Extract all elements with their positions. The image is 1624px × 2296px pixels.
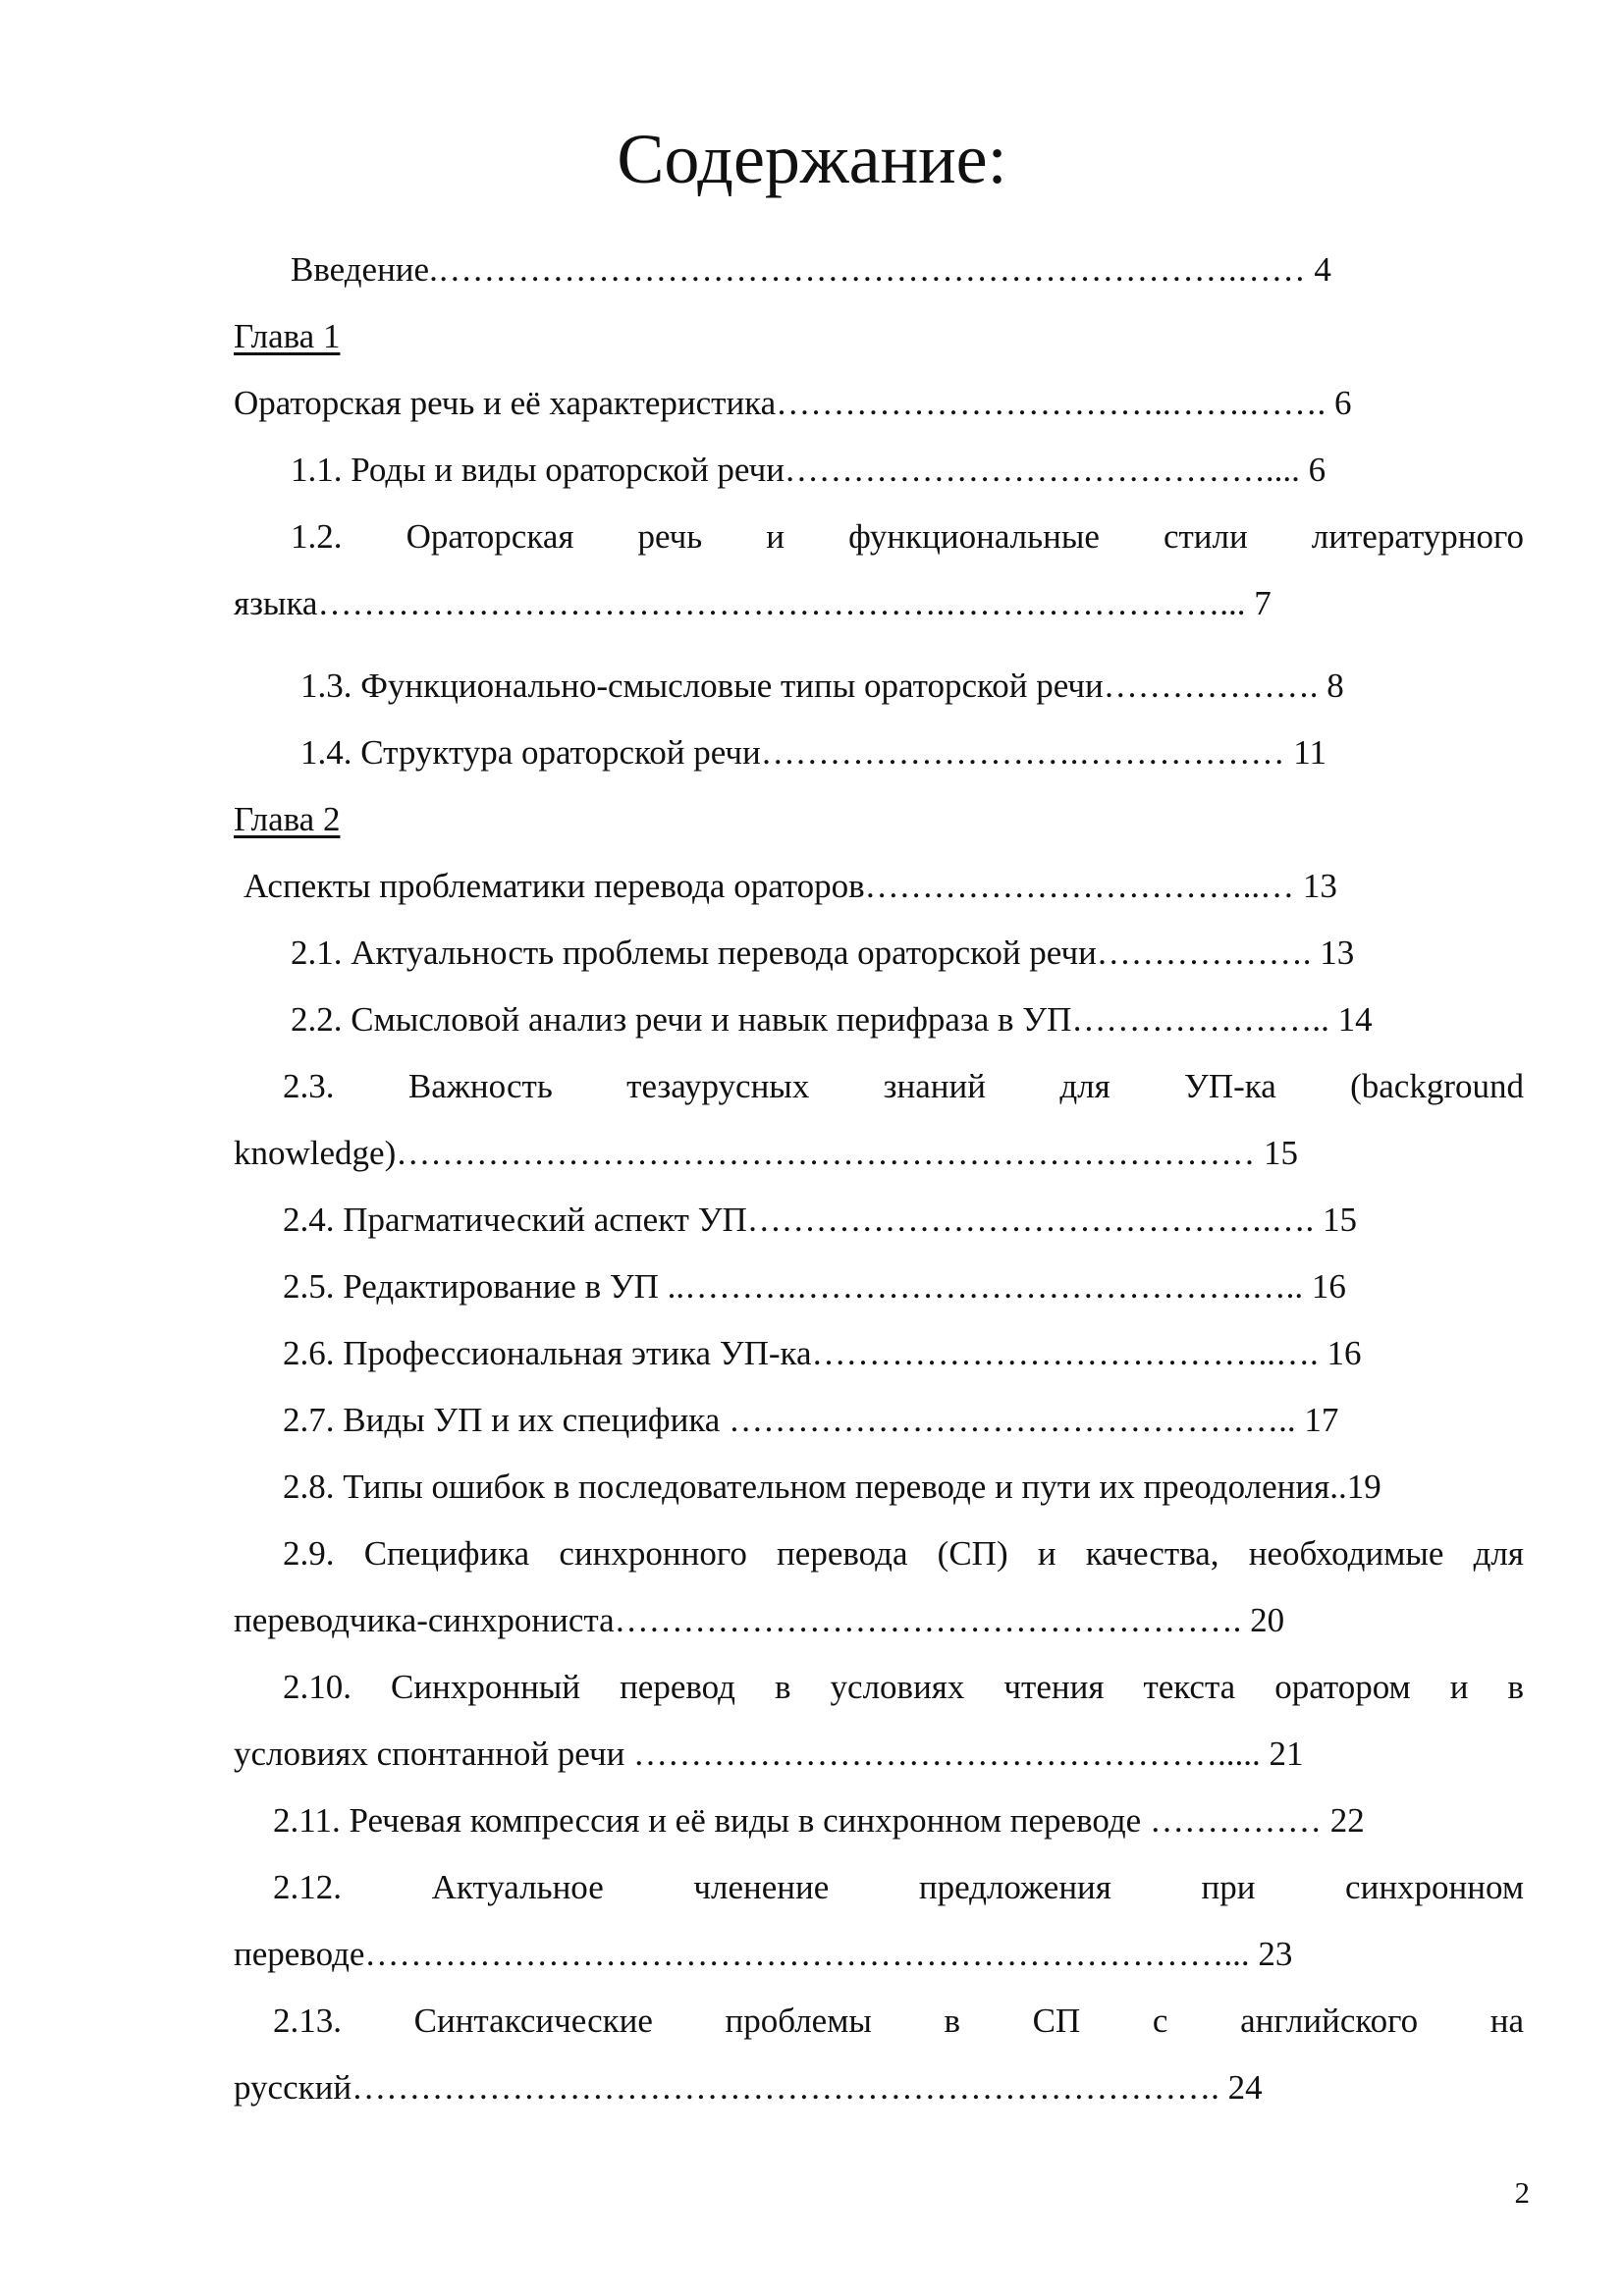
toc-entry-2-13: 2.13. Синтаксические проблемы в СП с английского на [273,2002,1524,2040]
toc-entry-chapter-2: Аспекты проблематики перевода ораторов……………………………..… 13 [244,867,1337,905]
toc-entry-2-9: 2.9. Специфика синхронного перевода (СП) и качества, необходимые для [283,1534,1524,1573]
chapter-2-heading: Глава 2 [234,800,341,838]
toc-entry-1-2: 1.2. Ораторская речь и функциональные стили литературного [291,517,1524,556]
toc-entry-2-11: 2.11. Речевая компрессия и её виды в синхронном переводе …………… 22 [273,1801,1365,1840]
toc-entry-2-12-cont: переводе…………………………………………………………………... 23 [234,1935,1293,1973]
toc-entry-2-2: 2.2. Смысловой анализ речи и навык перифраза в УП………………….. 14 [291,1000,1373,1039]
toc-entry-2-3: 2.3. Важность тезаурусных знаний для УП-ка (background [283,1067,1524,1105]
toc-entry-2-5: 2.5. Редактирование в УП ..……….………………………………….….. 16 [283,1267,1346,1306]
toc-entry-2-9-cont: переводчика-синхрониста………………………………………………. 20 [234,1601,1285,1639]
toc-entry-2-10-cont: условиях спонтанной речи ……………………………………………..... 21 [234,1735,1304,1773]
chapter-1-heading: Глава 1 [234,317,341,355]
page-title: Содержание: [617,120,1007,198]
toc-entry-2-6: 2.6. Профессиональная этика УП-ка…………………………………..…. 16 [283,1334,1362,1372]
toc-entry-2-4: 2.4. Прагматический аспект УП……………………………………….…. 15 [283,1201,1358,1239]
toc-entry-2-12: 2.12. Актуальное членение предложения при синхронном [273,1868,1524,1906]
toc-entry-2-8: 2.8. Типы ошибок в последовательном переводе и пути их преодоления..19 [283,1468,1381,1506]
toc-entry-intro: Введение.…………………………………………………………….…… 4 [291,250,1331,289]
toc-entry-2-7: 2.7. Виды УП и их специфика ………………………………………….. 17 [283,1401,1339,1439]
toc-entry-2-10: 2.10. Синхронный перевод в условиях чтения текста оратором и в [283,1668,1524,1706]
toc-entry-2-1: 2.1. Актуальность проблемы перевода ораторской речи………………. 13 [291,934,1355,972]
toc-entry-2-13-cont: русский…………………………………………………………………. 24 [234,2068,1263,2107]
page-number: 2 [1514,2175,1530,2210]
toc-entry-2-3-cont: knowledge)………………………………………………………………… 15 [234,1134,1298,1172]
toc-entry-1-4: 1.4. Структура ораторской речи……………………….……………… 11 [300,733,1326,772]
toc-entry-1-2-cont: языка……………………………………………….……………………... 7 [234,584,1272,622]
toc-entry-1-3: 1.3. Функционально-смысловые типы ораторской речи………………. 8 [300,667,1344,705]
toc-entry-chapter-1: Ораторская речь и её характеристика……………………………..…….……. 6 [234,384,1352,422]
toc-entry-1-1: 1.1. Роды и виды ораторской речи…………………………………….... 6 [291,451,1326,489]
